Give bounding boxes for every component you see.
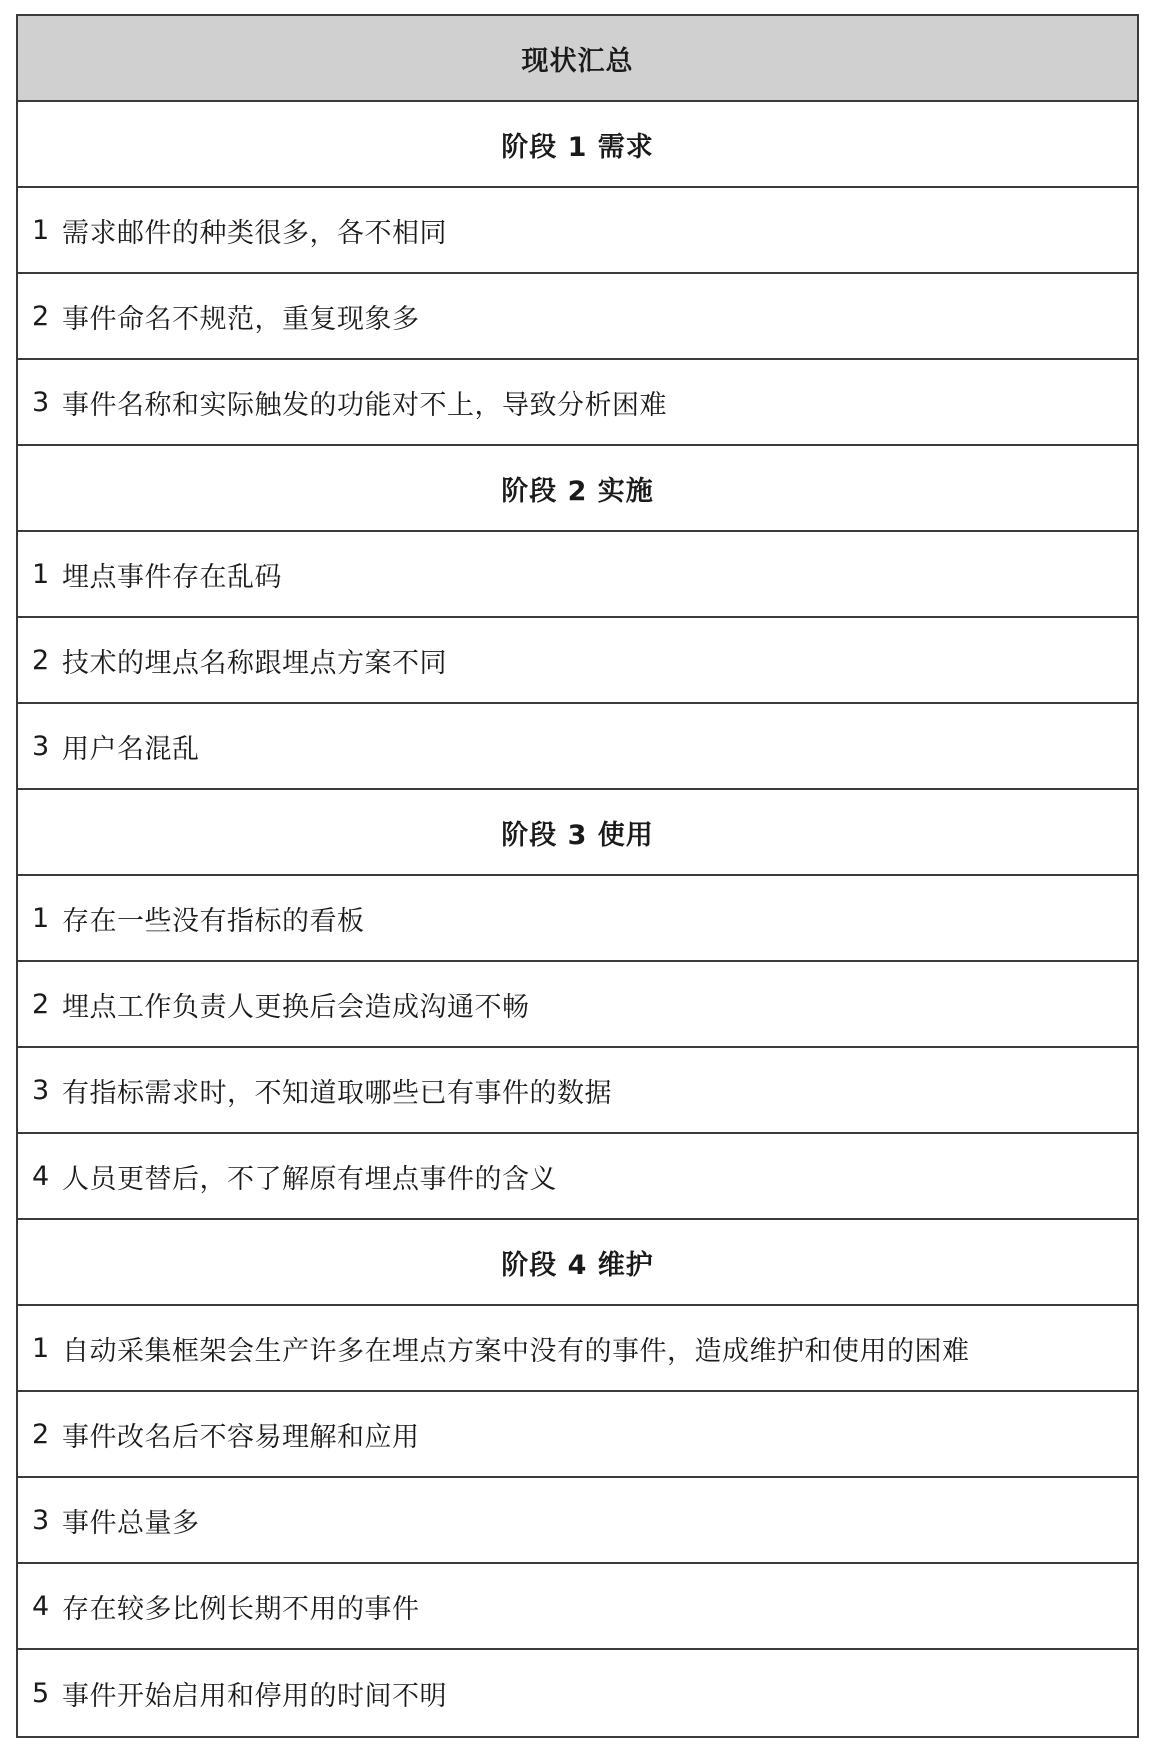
item-number: 4 <box>32 1160 50 1192</box>
list-item <box>18 1650 1137 1736</box>
item-number: 1 <box>32 558 50 590</box>
list-item <box>18 1564 1137 1650</box>
stage-label: 阶段 3 使用 <box>501 819 654 851</box>
item-number: 2 <box>32 1418 50 1450</box>
item-text: 事件命名不规范，重复现象多 <box>62 303 420 335</box>
list-item <box>18 962 1137 1048</box>
list-item <box>18 876 1137 962</box>
item-number: 1 <box>32 214 50 246</box>
item-text: 存在一些没有指标的看板 <box>62 905 365 937</box>
item-number: 3 <box>32 730 50 762</box>
item-text: 埋点事件存在乱码 <box>62 561 282 593</box>
item-number: 3 <box>32 1504 50 1536</box>
list-item <box>18 1048 1137 1134</box>
item-text: 事件总量多 <box>62 1507 200 1539</box>
item-number: 2 <box>32 644 50 676</box>
item-number: 2 <box>32 988 50 1020</box>
summary-table <box>16 14 1139 1738</box>
table-title: 现状汇总 <box>521 45 634 77</box>
item-number: 1 <box>32 902 50 934</box>
list-item <box>18 360 1137 446</box>
item-number: 5 <box>32 1677 50 1709</box>
list-item <box>18 1392 1137 1478</box>
list-item <box>18 274 1137 360</box>
item-text: 需求邮件的种类很多，各不相同 <box>62 217 447 249</box>
item-text: 有指标需求时，不知道取哪些已有事件的数据 <box>62 1077 612 1109</box>
stage-header-1 <box>18 102 1137 188</box>
item-text: 存在较多比例长期不用的事件 <box>62 1593 420 1625</box>
item-text: 技术的埋点名称跟埋点方案不同 <box>62 647 447 679</box>
stage-header-3 <box>18 790 1137 876</box>
stage-label: 阶段 1 需求 <box>501 131 654 163</box>
list-item <box>18 1306 1137 1392</box>
item-text: 用户名混乱 <box>62 733 200 765</box>
list-item <box>18 1478 1137 1564</box>
item-number: 1 <box>32 1332 50 1364</box>
stage-header-2 <box>18 446 1137 532</box>
stage-label: 阶段 4 维护 <box>501 1249 654 1281</box>
stage-label: 阶段 2 实施 <box>501 475 654 507</box>
item-text: 人员更替后，不了解原有埋点事件的含义 <box>62 1163 557 1195</box>
list-item <box>18 532 1137 618</box>
item-text: 埋点工作负责人更换后会造成沟通不畅 <box>62 991 530 1023</box>
list-item <box>18 1134 1137 1220</box>
item-number: 3 <box>32 386 50 418</box>
item-number: 4 <box>32 1590 50 1622</box>
list-item <box>18 618 1137 704</box>
stage-header-4 <box>18 1220 1137 1306</box>
list-item <box>18 188 1137 274</box>
table-header <box>18 16 1137 102</box>
item-text: 事件改名后不容易理解和应用 <box>62 1421 420 1453</box>
item-text: 事件名称和实际触发的功能对不上，导致分析困难 <box>62 389 667 421</box>
item-text: 自动采集框架会生产许多在埋点方案中没有的事件，造成维护和使用的困难 <box>62 1335 970 1367</box>
list-item <box>18 704 1137 790</box>
item-number: 2 <box>32 300 50 332</box>
item-text: 事件开始启用和停用的时间不明 <box>62 1680 447 1712</box>
item-number: 3 <box>32 1074 50 1106</box>
